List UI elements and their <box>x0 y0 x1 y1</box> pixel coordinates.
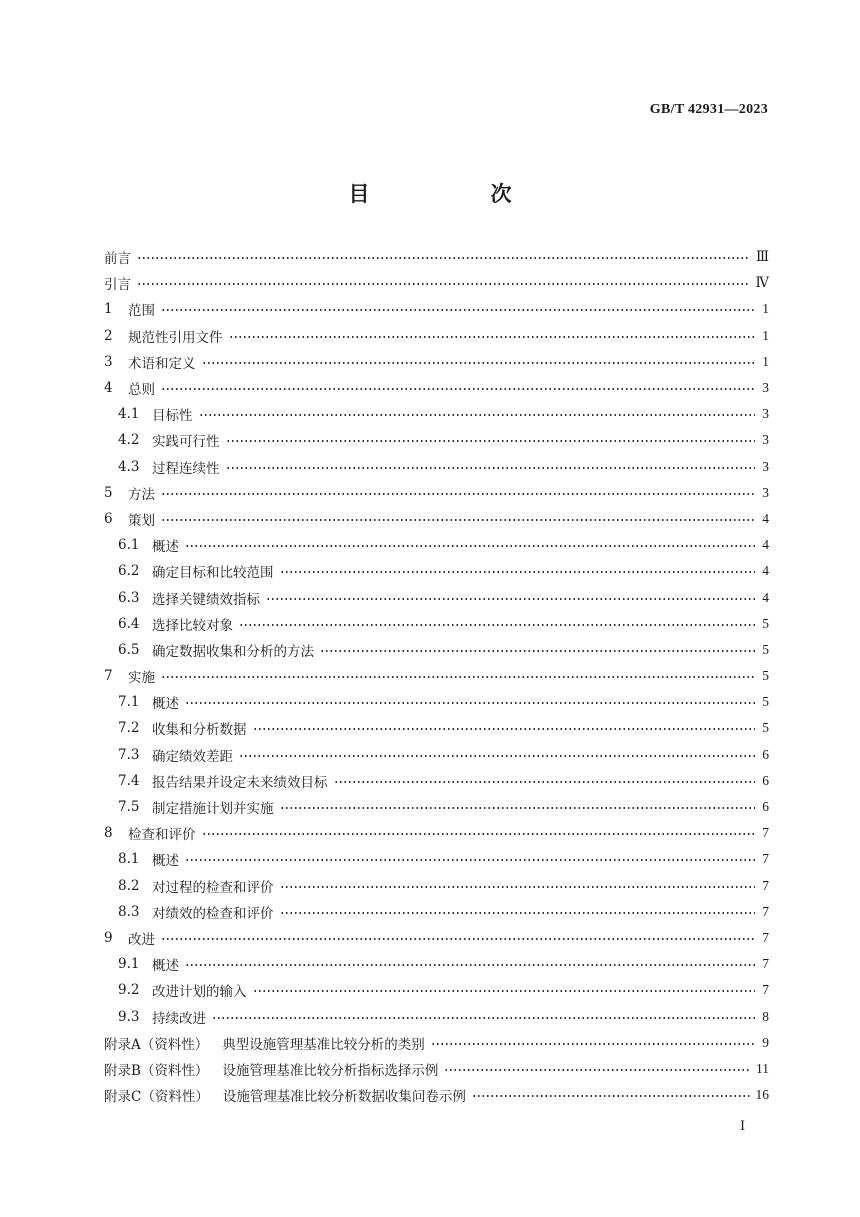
toc-page-number: 1 <box>762 301 769 317</box>
toc-entry-number: 8 <box>104 825 113 842</box>
toc-entry[interactable] <box>104 899 769 925</box>
toc-page-number: 3 <box>762 432 769 448</box>
table-of-contents <box>104 244 769 1108</box>
toc-entry-number: 8.2 <box>118 877 140 894</box>
dot-leader <box>161 513 755 525</box>
toc-entry-title: 改进计划的输入 <box>152 984 247 1001</box>
toc-entry-title: 实施 <box>128 670 155 687</box>
toc-entry-title: 策划 <box>128 512 155 529</box>
toc-entry-title: 目标性 <box>152 408 193 425</box>
dot-leader <box>161 487 755 499</box>
toc-entry-number: 7.1 <box>118 694 140 711</box>
toc-entry[interactable] <box>104 1056 769 1082</box>
toc-entry[interactable] <box>104 742 769 768</box>
toc-entry-title: 改进 <box>128 931 155 948</box>
toc-entry[interactable] <box>104 270 769 296</box>
toc-entry-title: 确定绩效差距 <box>152 748 233 765</box>
dot-leader <box>280 565 756 577</box>
toc-entry-number: 7.5 <box>118 799 140 816</box>
toc-entry-title: 确定数据收集和分析的方法 <box>152 643 314 660</box>
toc-entry-title: 确定目标和比较范围 <box>152 565 274 582</box>
dot-leader <box>334 775 756 787</box>
toc-page-number: 5 <box>762 720 769 736</box>
dot-leader <box>161 932 755 944</box>
toc-page-number: 16 <box>755 1087 769 1103</box>
toc-page-number: 7 <box>762 903 769 919</box>
toc-page-number: 8 <box>762 1008 769 1024</box>
toc-page-number: 7 <box>762 929 769 945</box>
dot-leader <box>266 592 755 604</box>
toc-entry-title: 过程连续性 <box>152 460 220 477</box>
toc-entry[interactable] <box>104 427 769 453</box>
dot-leader <box>444 1063 750 1075</box>
toc-entry[interactable] <box>104 951 769 977</box>
toc-entry[interactable] <box>104 820 769 846</box>
toc-entry-title: 收集和分析数据 <box>152 722 247 739</box>
toc-entry[interactable] <box>104 323 769 349</box>
toc-annex-label: 附录C（资料性） <box>104 1089 209 1106</box>
toc-entry[interactable] <box>104 454 769 480</box>
toc-entry-title: 概述 <box>152 853 179 870</box>
toc-entry-title: 选择关键绩效指标 <box>152 591 260 608</box>
toc-entry-title: 引言 <box>104 277 131 294</box>
toc-entry-title: 总则 <box>128 382 155 399</box>
dot-leader <box>280 880 756 892</box>
toc-entry-title: 规范性引用文件 <box>128 329 223 346</box>
toc-entry[interactable] <box>104 977 769 1003</box>
toc-entry-number: 4.3 <box>118 458 140 475</box>
toc-entry[interactable] <box>104 506 769 532</box>
toc-page-number: 5 <box>762 641 769 657</box>
toc-entry-number: 5 <box>104 484 113 501</box>
toc-entry[interactable] <box>104 768 769 794</box>
toc-entry-title: 对过程的检查和评价 <box>152 879 274 896</box>
toc-entry-title: 制定措施计划并实施 <box>152 801 274 818</box>
toc-entry-number: 1 <box>104 301 113 318</box>
toc-entry-number: 8.1 <box>118 851 140 868</box>
dot-leader <box>202 827 756 839</box>
toc-page-number: 7 <box>762 982 769 998</box>
toc-entry-number: 7 <box>104 668 113 685</box>
toc-page-number: 3 <box>762 406 769 422</box>
toc-entry-title: 术语和定义 <box>128 355 196 372</box>
toc-page-number: 3 <box>762 380 769 396</box>
dot-leader <box>185 853 755 865</box>
toc-entry-title: 选择比较对象 <box>152 617 233 634</box>
toc-page-number: 5 <box>762 615 769 631</box>
toc-entry-number: 3 <box>104 353 113 370</box>
dot-leader <box>229 330 756 342</box>
toc-page-number: Ⅳ <box>755 275 769 291</box>
dot-leader <box>226 461 756 473</box>
dot-leader <box>199 408 756 420</box>
toc-entry-number: 2 <box>104 327 113 344</box>
toc-entry[interactable] <box>104 611 769 637</box>
dot-leader <box>161 670 755 682</box>
toc-page-number: 3 <box>762 458 769 474</box>
toc-page-number: 5 <box>762 668 769 684</box>
toc-page-number: 4 <box>762 589 769 605</box>
toc-entry-number: 6 <box>104 510 113 527</box>
toc-entry-title: 持续改进 <box>152 1010 206 1027</box>
toc-entry-number: 9.3 <box>118 1008 140 1025</box>
toc-page-number: 4 <box>762 563 769 579</box>
dot-leader <box>202 356 756 368</box>
dot-leader <box>185 696 755 708</box>
toc-entry-number: 8.3 <box>118 903 140 920</box>
toc-entry[interactable] <box>104 532 769 558</box>
toc-entry[interactable] <box>104 375 769 401</box>
toc-entry-title: 实践可行性 <box>152 434 220 451</box>
toc-entry-title: 检查和评价 <box>128 827 196 844</box>
toc-page-number: 4 <box>762 537 769 553</box>
dot-leader <box>280 906 756 918</box>
toc-entry-title: 典型设施管理基准比较分析的类别 <box>222 1036 425 1053</box>
toc-entry[interactable] <box>104 637 769 663</box>
toc-entry-number: 7.2 <box>118 720 140 737</box>
toc-entry[interactable] <box>104 846 769 872</box>
toc-entry[interactable] <box>104 925 769 951</box>
dot-leader <box>137 277 750 289</box>
toc-entry[interactable] <box>104 296 769 322</box>
toc-entry-title: 报告结果并设定未来绩效目标 <box>152 774 328 791</box>
toc-page-number: 7 <box>762 877 769 893</box>
toc-entry[interactable] <box>104 873 769 899</box>
toc-entry[interactable] <box>104 349 769 375</box>
toc-entry[interactable] <box>104 715 769 741</box>
toc-entry-number: 6.4 <box>118 615 140 632</box>
toc-entry-number: 9 <box>104 929 113 946</box>
toc-page-number: 7 <box>762 956 769 972</box>
toc-page-number: 6 <box>762 746 769 762</box>
toc-entry[interactable] <box>104 558 769 584</box>
dot-leader <box>472 1089 750 1101</box>
toc-entry-number: 6.2 <box>118 563 140 580</box>
toc-page-number: 7 <box>762 825 769 841</box>
toc-entry-title: 范围 <box>128 303 155 320</box>
dot-leader <box>185 958 755 970</box>
toc-entry-title: 前言 <box>104 251 131 268</box>
toc-entry-number: 9.2 <box>118 982 140 999</box>
page-folio: Ⅰ <box>740 1118 746 1133</box>
toc-entry[interactable] <box>104 480 769 506</box>
toc-entry[interactable] <box>104 244 769 270</box>
toc-entry[interactable] <box>104 689 769 715</box>
dot-leader <box>212 1011 755 1023</box>
toc-entry-title: 设施管理基准比较分析数据收集问卷示例 <box>222 1089 466 1106</box>
toc-page-number: 5 <box>762 694 769 710</box>
dot-leader <box>320 644 755 656</box>
dot-leader <box>253 722 756 734</box>
toc-entry-number: 4.2 <box>118 432 140 449</box>
dot-leader <box>253 984 756 996</box>
toc-entry-title: 对绩效的检查和评价 <box>152 905 274 922</box>
toc-entry[interactable] <box>104 1003 769 1029</box>
toc-page-number: 4 <box>762 510 769 526</box>
toc-page-number: 6 <box>762 799 769 815</box>
dot-leader <box>239 749 755 761</box>
toc-page-number: 11 <box>756 1060 769 1076</box>
toc-entry[interactable] <box>104 584 769 610</box>
page-title: 目 次 <box>348 181 562 206</box>
toc-entry-number: 6.5 <box>118 641 140 658</box>
toc-entry-number: 7.4 <box>118 772 140 789</box>
toc-entry-title: 设施管理基准比较分析指标选择示例 <box>222 1062 439 1079</box>
toc-entry-number: 4 <box>104 380 113 397</box>
toc-page-number: Ⅲ <box>755 249 769 265</box>
toc-entry-number: 6.1 <box>118 537 140 554</box>
toc-annex-label: 附录A（资料性） <box>104 1036 209 1053</box>
toc-entry[interactable] <box>104 1030 769 1056</box>
toc-page-number: 7 <box>762 851 769 867</box>
dot-leader <box>161 382 755 394</box>
toc-page-number: 6 <box>762 772 769 788</box>
dot-leader <box>239 618 755 630</box>
toc-entry-number: 9.1 <box>118 956 140 973</box>
standard-number: GB/T 42931—2023 <box>649 102 768 117</box>
toc-entry-title: 概述 <box>152 696 179 713</box>
toc-page-number: 3 <box>762 484 769 500</box>
toc-page-number: 9 <box>762 1034 769 1050</box>
toc-entry-title: 概述 <box>152 958 179 975</box>
toc-entry-title: 概述 <box>152 539 179 556</box>
toc-entry[interactable] <box>104 794 769 820</box>
toc-entry-number: 7.3 <box>118 746 140 763</box>
dot-leader <box>137 251 750 263</box>
toc-entry[interactable] <box>104 401 769 427</box>
toc-entry[interactable] <box>104 1082 769 1108</box>
dot-leader <box>226 434 756 446</box>
dot-leader <box>280 801 756 813</box>
toc-page-number: 1 <box>762 353 769 369</box>
dot-leader <box>185 539 755 551</box>
toc-entry[interactable] <box>104 663 769 689</box>
dot-leader <box>161 303 755 315</box>
toc-page-number: 1 <box>762 327 769 343</box>
toc-annex-label: 附录B（资料性） <box>104 1062 209 1079</box>
toc-entry-number: 6.3 <box>118 589 140 606</box>
toc-entry-title: 方法 <box>128 486 155 503</box>
toc-entry-number: 4.1 <box>118 406 140 423</box>
dot-leader <box>431 1037 755 1049</box>
